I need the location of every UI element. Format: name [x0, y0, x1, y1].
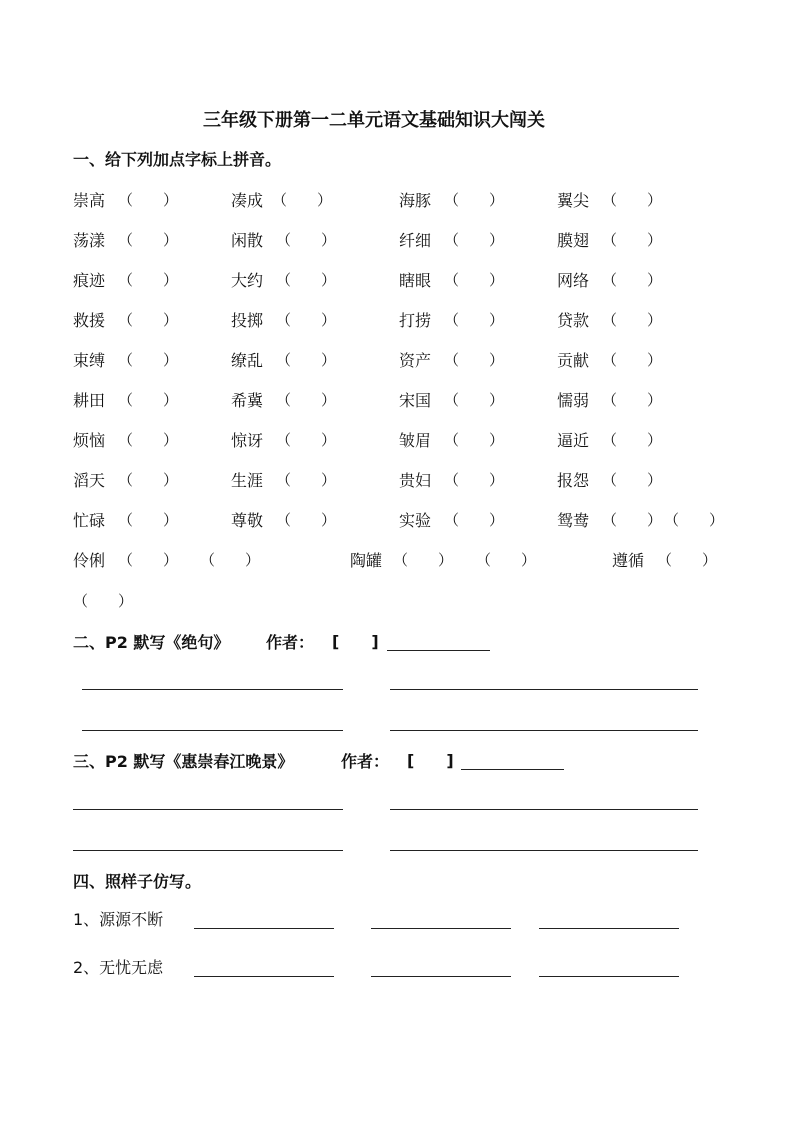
answer-paren[interactable]: （ ） — [118, 551, 179, 569]
author-label: 作者： — [266, 633, 315, 652]
word-cell: 报怨 — [557, 471, 590, 490]
answer-paren[interactable]: （ ） — [276, 511, 337, 529]
word-cell: 大约 — [231, 271, 264, 290]
word-cell: 投掷 — [231, 311, 264, 330]
word-cell: 烦恼 — [73, 431, 106, 450]
answer-paren[interactable]: （ ） — [444, 311, 505, 329]
answer-paren[interactable]: （ ） — [602, 391, 663, 409]
dynasty-bracket[interactable]: [ ] — [407, 751, 454, 770]
word-cell: 打捞 — [399, 311, 432, 330]
answer-paren[interactable]: （ ） — [602, 511, 663, 529]
imitation-item: 2、无忧无虑 — [73, 958, 164, 977]
answer-paren[interactable]: （ ） — [444, 431, 505, 449]
section1-heading: 一、给下列加点字标上拼音。 — [73, 150, 282, 169]
answer-paren[interactable]: （ ） — [444, 471, 505, 489]
dynasty-bracket[interactable]: [ ] — [332, 632, 379, 651]
word-cell: 贡献 — [557, 351, 590, 370]
answer-line[interactable] — [194, 976, 334, 977]
answer-paren[interactable]: （ ） — [118, 511, 179, 529]
poem-line[interactable] — [390, 850, 698, 851]
word-cell: 耕田 — [73, 391, 106, 410]
answer-paren[interactable]: （ ） — [444, 391, 505, 409]
section4-heading: 四、照样子仿写。 — [73, 872, 202, 891]
word-cell: 崇高 — [73, 191, 106, 210]
answer-paren[interactable]: （ ） — [118, 311, 179, 329]
answer-line[interactable] — [194, 928, 334, 929]
word-cell: 生涯 — [231, 471, 264, 490]
word-cell: 希冀 — [231, 391, 264, 410]
imitation-item: 1、源源不断 — [73, 910, 164, 929]
answer-paren[interactable]: （ ） — [602, 231, 663, 249]
answer-paren[interactable]: （ ） — [444, 511, 505, 529]
word-cell: 膜翅 — [557, 231, 590, 250]
answer-paren[interactable]: （ ） — [118, 351, 179, 369]
answer-paren[interactable]: （ ） — [657, 551, 718, 569]
section3-heading: 三、P2 默写《惠崇春江晚景》 — [73, 752, 294, 771]
author-line[interactable] — [461, 769, 564, 770]
poem-line[interactable] — [390, 809, 698, 810]
word-cell: 懦弱 — [557, 391, 590, 410]
answer-paren[interactable]: （ ） — [444, 191, 505, 209]
word-cell: 惊讶 — [231, 431, 264, 450]
answer-paren[interactable]: （ ） — [276, 311, 337, 329]
word-taoguan: 陶罐 — [350, 551, 383, 570]
word-cell: 救援 — [73, 311, 106, 330]
answer-line[interactable] — [539, 928, 679, 929]
word-cell: 网络 — [557, 271, 590, 290]
answer-paren[interactable]: （ ） — [276, 351, 337, 369]
answer-paren[interactable]: （ ） — [602, 431, 663, 449]
word-cell: 痕迹 — [73, 271, 106, 290]
word-cell: 资产 — [399, 351, 432, 370]
answer-line[interactable] — [371, 928, 511, 929]
answer-paren[interactable]: （ ） — [73, 592, 134, 610]
word-cell: 皱眉 — [399, 431, 432, 450]
poem-line[interactable] — [390, 689, 698, 690]
word-cell: 缭乱 — [231, 351, 264, 370]
word-cell: 滔天 — [73, 471, 106, 490]
word-cell: 束缚 — [73, 351, 106, 370]
page-title: 三年级下册第一二单元语文基础知识大闯关 — [203, 110, 545, 131]
answer-paren[interactable]: （ ） — [118, 431, 179, 449]
word-cell: 尊敬 — [231, 511, 264, 530]
poem-line[interactable] — [73, 809, 343, 810]
answer-paren[interactable]: （ ） — [602, 351, 663, 369]
author-label: 作者： — [341, 752, 390, 771]
answer-paren[interactable]: （ ） — [276, 471, 337, 489]
answer-paren[interactable]: （ ） — [200, 551, 261, 569]
answer-paren[interactable]: （ ） — [276, 391, 337, 409]
poem-line[interactable] — [82, 689, 343, 690]
answer-paren[interactable]: （ ） — [272, 191, 333, 209]
answer-paren[interactable]: （ ） — [118, 191, 179, 209]
word-cell: 翼尖 — [557, 191, 590, 210]
answer-paren[interactable]: （ ） — [118, 231, 179, 249]
answer-paren[interactable]: （ ） — [444, 231, 505, 249]
word-cell: 闲散 — [231, 231, 264, 250]
answer-line[interactable] — [371, 976, 511, 977]
word-cell: 逼近 — [557, 431, 590, 450]
poem-line[interactable] — [82, 730, 343, 731]
poem-line[interactable] — [73, 850, 343, 851]
word-lingli: 伶俐 — [73, 551, 106, 570]
word-cell: 鸳鸯 — [557, 511, 590, 530]
answer-paren[interactable]: （ ） — [664, 511, 725, 529]
word-cell: 贵妇 — [399, 471, 432, 490]
word-cell: 忙碌 — [73, 511, 106, 530]
answer-paren[interactable]: （ ） — [118, 271, 179, 289]
author-line[interactable] — [387, 650, 490, 651]
word-cell: 海豚 — [399, 191, 432, 210]
word-cell: 纤细 — [399, 231, 432, 250]
word-cell: 宋国 — [399, 391, 432, 410]
word-cell: 贷款 — [557, 311, 590, 330]
answer-paren[interactable]: （ ） — [276, 271, 337, 289]
answer-paren[interactable]: （ ） — [276, 231, 337, 249]
answer-paren[interactable]: （ ） — [476, 551, 537, 569]
answer-paren[interactable]: （ ） — [444, 271, 505, 289]
poem-line[interactable] — [390, 730, 698, 731]
word-cell: 荡漾 — [73, 231, 106, 250]
answer-line[interactable] — [539, 976, 679, 977]
answer-paren[interactable]: （ ） — [602, 271, 663, 289]
answer-paren[interactable]: （ ） — [602, 471, 663, 489]
word-cell: 凑成 — [231, 191, 264, 210]
section2-heading: 二、P2 默写《绝句》 — [73, 633, 230, 652]
answer-paren[interactable]: （ ） — [118, 471, 179, 489]
word-cell: 瞎眼 — [399, 271, 432, 290]
answer-paren[interactable]: （ ） — [118, 391, 179, 409]
answer-paren[interactable]: （ ） — [276, 431, 337, 449]
answer-paren[interactable]: （ ） — [444, 351, 505, 369]
word-zunxun: 遵循 — [612, 551, 645, 570]
answer-paren[interactable]: （ ） — [602, 191, 663, 209]
answer-paren[interactable]: （ ） — [393, 551, 454, 569]
answer-paren[interactable]: （ ） — [602, 311, 663, 329]
word-cell: 实验 — [399, 511, 432, 530]
